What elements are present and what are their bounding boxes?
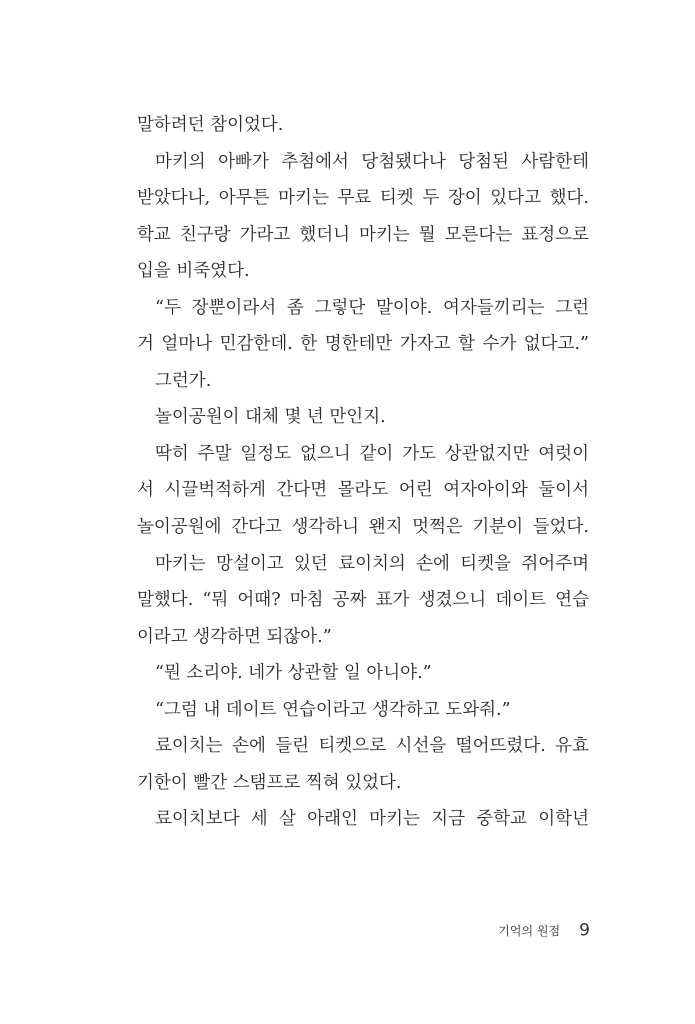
page-number: 9 (579, 920, 590, 941)
text-line: 입을 비죽였다. (137, 261, 250, 282)
text-line: “그럼 내 데이트 연습이라고 생각하고 도와줘.” (155, 699, 511, 720)
text-line: 서 시끌벅적하게 간다면 몰라도 어린 여자아이와 둘이서 (137, 480, 589, 501)
text-line: 그런가. (155, 370, 212, 391)
text-line: 말하려던 참이었다. (137, 115, 284, 135)
text-line: 받았다나, 아무튼 마키는 무료 티켓 두 장이 있다고 했다. (137, 188, 589, 209)
text-line: 료이치보다 세 살 아래인 마키는 지금 중학교 이학년 (155, 809, 589, 830)
page-body-text (137, 107, 589, 838)
text-line: 마키의 아빠가 추첨에서 당첨됐다나 당첨된 사람한테 (155, 151, 589, 172)
text-line: 학교 친구랑 가라고 했더니 마키는 뭘 모른다는 표정으로 (137, 224, 589, 245)
text-line: 기한이 빨간 스탬프로 찍혀 있었다. (137, 772, 402, 793)
text-line: 놀이공원에 간다고 생각하니 왠지 멋쩍은 기분이 들었다. (137, 517, 589, 538)
text-line: 거 얼마나 민감한데. 한 명한테만 가자고 할 수가 없다고.” (137, 334, 589, 355)
text-line: 딱히 주말 일정도 없으니 같이 가도 상관없지만 여럿이 (155, 443, 589, 464)
text-line: “뭔 소리야. 네가 상관할 일 아니야.” (155, 663, 432, 684)
text-line: 이라고 생각하면 되잖아.” (137, 626, 332, 647)
text-line: 말했다. “뭐 어때? 마침 공짜 표가 생겼으니 데이트 연습 (137, 590, 589, 611)
text-line: 료이치는 손에 들린 티켓으로 시선을 떨어뜨렸다. 유효 (155, 736, 589, 757)
text-line: 놀이공원이 대체 몇 년 만인지. (155, 407, 386, 428)
text-line: 마키는 망설이고 있던 료이치의 손에 티켓을 쥐어주며 (155, 553, 589, 574)
page-footer (440, 920, 590, 941)
text-line: “두 장뿐이라서 좀 그렇단 말이야. 여자들끼리는 그런 (155, 297, 589, 318)
running-title: 기억의 원점 (498, 924, 561, 938)
